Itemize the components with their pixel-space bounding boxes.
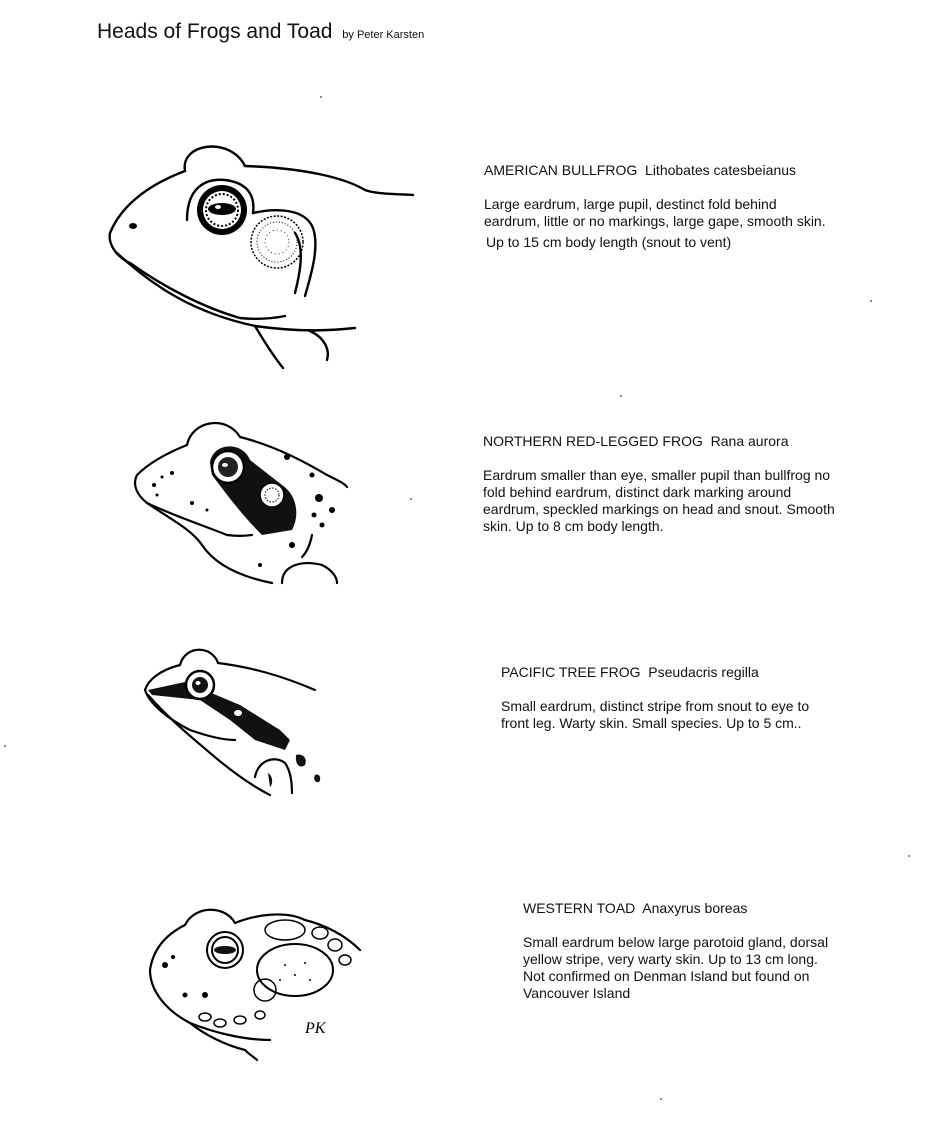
common-name: NORTHERN RED-LEGGED FROG <box>483 433 703 449</box>
western-toad-drawing-icon <box>145 905 375 1060</box>
common-name: PACIFIC TREE FROG <box>501 664 641 680</box>
tree-frog-drawing-icon <box>140 645 325 795</box>
scientific-name: Pseudacris regilla <box>648 664 759 680</box>
scientific-name: Rana aurora <box>710 433 789 449</box>
scan-speck <box>660 1098 662 1100</box>
bullfrog-drawing-icon <box>105 138 425 373</box>
scan-speck <box>410 498 412 500</box>
scientific-name: Lithobates catesbeianus <box>645 162 797 178</box>
scan-speck <box>4 745 6 747</box>
scan-speck <box>870 300 872 302</box>
red-legged-frog-drawing-icon <box>132 415 357 585</box>
artist-signature: PK <box>305 1020 326 1037</box>
species-heading <box>484 162 834 179</box>
species-entry-tree-frog <box>501 664 841 732</box>
species-description: Eardrum smaller than eye, smaller pupil than bullfrog no fold behind eardrum, distinct dark marking around eardrum, speckled markings on head and snout. Smooth skin. Up to 8 cm body length. <box>483 467 835 534</box>
species-description: Small eardrum below large parotoid gland, dorsal yellow stripe, very warty skin. Up to 13 cm long. Not confirmed on Denman Island but found on Vancouver Island <box>523 934 829 1001</box>
title-text: Heads of Frogs and Toad <box>97 20 333 43</box>
species-entry-bullfrog <box>484 162 834 251</box>
scientific-name: Anaxyrus boreas <box>642 900 748 916</box>
common-name: AMERICAN BULLFROG <box>484 162 638 178</box>
page-title <box>97 20 424 44</box>
species-size-note: Up to 15 cm body length (snout to vent) <box>486 234 732 250</box>
scan-speck <box>320 96 322 98</box>
scan-speck <box>620 395 622 397</box>
bullfrog-head-illustration <box>105 138 425 373</box>
species-heading <box>483 433 843 450</box>
scan-speck <box>908 855 910 857</box>
species-description: Small eardrum, distinct stripe from snout to eye to front leg. Warty skin. Small species. Up to 5 cm.. <box>501 698 810 731</box>
species-entry-western-toad <box>523 900 833 1002</box>
species-description: Large eardrum, large pupil, destinct fold behind eardrum, little or no markings, large gape, smooth skin. <box>484 196 826 229</box>
species-heading <box>523 900 833 917</box>
red-legged-frog-head-illustration <box>132 415 357 585</box>
species-entry-red-legged-frog <box>483 433 843 535</box>
tree-frog-head-illustration <box>140 645 325 795</box>
western-toad-head-illustration <box>145 905 375 1060</box>
common-name: WESTERN TOAD <box>523 900 636 916</box>
author-byline: by Peter Karsten <box>342 29 425 41</box>
species-heading <box>501 664 841 681</box>
